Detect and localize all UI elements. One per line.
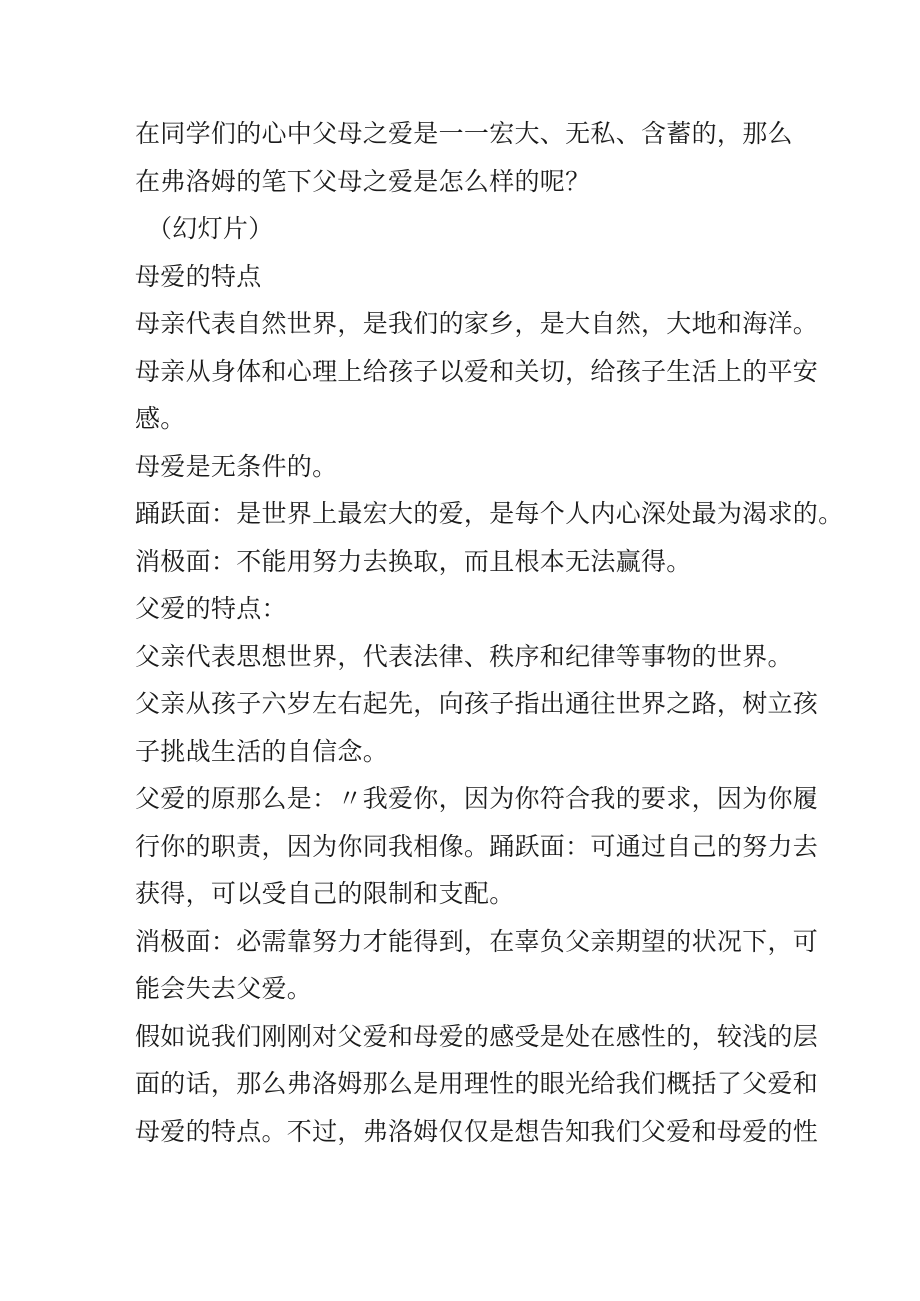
text-line: 在弗洛姆的笔下父母之爱是怎么样的呢？ (135, 166, 591, 196)
text-line: 子挑战生活的自信念。 (135, 736, 389, 766)
text-line: 行你的职责，因为你同我相像。踊跃面：可通过自己的努力去 (135, 831, 819, 861)
text-line: 父爱的原那么是：〃我爱你，因为你符合我的要求，因为你履 (135, 784, 819, 813)
text-line: （幻灯片） (147, 214, 274, 243)
text-line: 母亲代表自然世界，是我们的家乡，是大自然，大地和海洋。 (135, 309, 819, 338)
text-line: 面的话，那么弗洛姆那么是用理性的眼光给我们概括了父爱和 (135, 1069, 819, 1098)
text-line: 在同学们的心中父母之爱是一一宏大、无私、含蓄的，那么 (135, 119, 793, 148)
text-line: 父亲代表思想世界，代表法律、秩序和纪律等事物的世界。 (135, 641, 793, 671)
text-line: 父亲从孩子六岁左右起先，向孩子指出通往世界之路，树立孩 (135, 689, 819, 718)
text-line: 消极面：不能用努力去换取，而且根本无法赢得。 (135, 546, 692, 576)
text-line: 能会失去父爱。 (135, 974, 313, 1003)
text-line: 感。 (135, 404, 186, 433)
text-line: 获得，可以受自己的限制和支配。 (135, 879, 515, 908)
text-line: 假如说我们刚刚对父爱和母爱的感受是处在感性的，较浅的层 (135, 1021, 819, 1051)
text-line: 母爱是无条件的。 (135, 451, 338, 481)
text-line: 踊跃面：是世界上最宏大的爱，是每个人内心深处最为渴求的。 (135, 499, 844, 528)
section-heading: 父爱的特点： (135, 594, 287, 623)
document-body (135, 110, 844, 1155)
text-line: 母爱的特点。不过，弗洛姆仅仅是想告知我们父爱和母爱的性 (135, 1116, 819, 1146)
text-line: 消极面：必需靠努力才能得到，在辜负父亲期望的状况下，可 (135, 926, 819, 956)
text-line: 母亲从身体和心理上给孩子以爱和关切，给孩子生活上的平安 (135, 356, 819, 386)
section-heading: 母爱的特点 (135, 261, 262, 291)
